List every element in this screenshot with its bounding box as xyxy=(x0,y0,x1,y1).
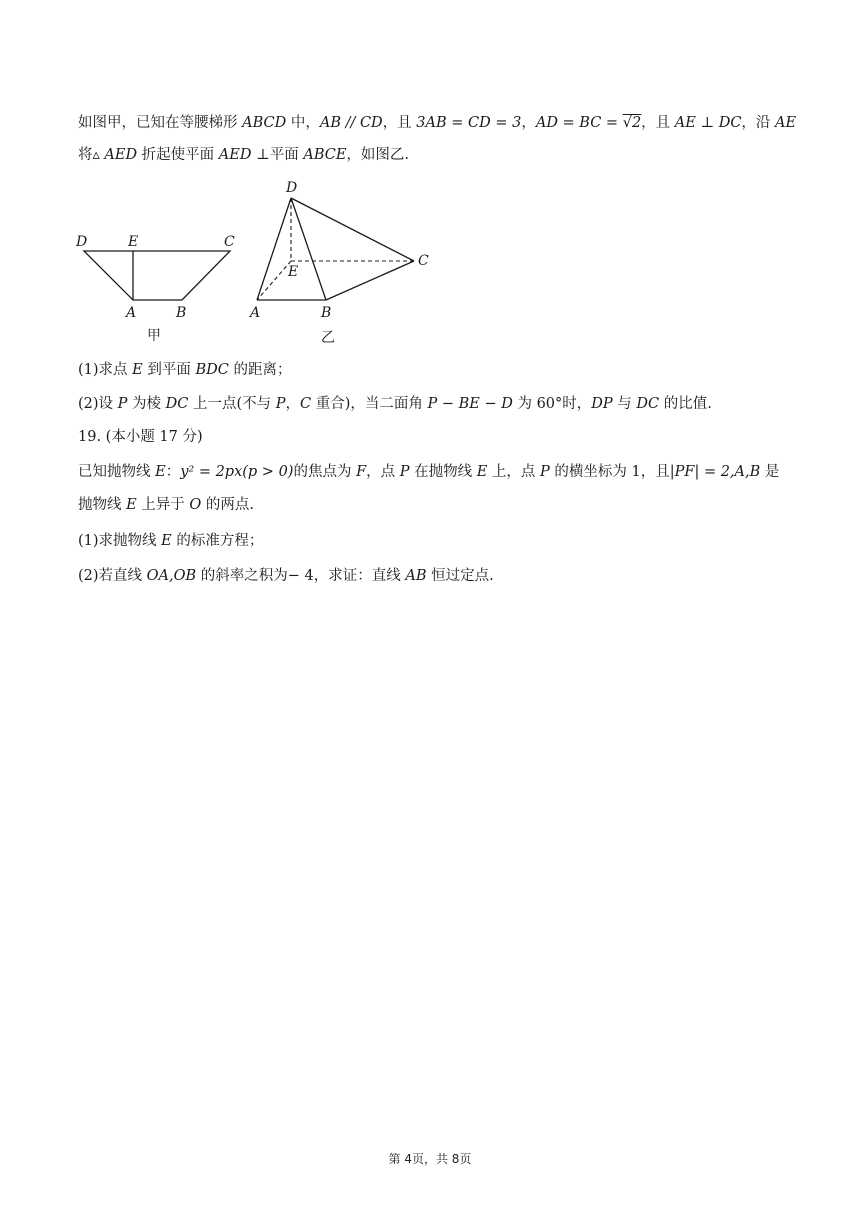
problem18-q2: (2)设 P 为棱 DC 上一点(不与 P，C 重合)，当二面角 P − BE − D 为 60°时，DP 与 DC 的比值. xyxy=(78,396,712,412)
label-c-yi: C xyxy=(418,253,429,269)
problem19-line2: 抛物线 E 上异于 O 的两点. xyxy=(78,497,255,513)
label-a-jia: A xyxy=(126,305,137,321)
page-footer: 第 4页，共 8页 xyxy=(388,1152,472,1166)
label-b-yi: B xyxy=(321,305,332,321)
edge-ea xyxy=(257,261,291,300)
label-c-jia: C xyxy=(224,234,235,250)
label-e-yi: E xyxy=(288,264,299,280)
caption-yi: 乙 xyxy=(321,330,335,346)
edge-bc xyxy=(326,261,414,300)
geometry-figures xyxy=(70,176,450,350)
problem19-header: 19. (本小题 17 分) xyxy=(78,429,203,445)
label-d-yi: D xyxy=(286,180,298,196)
problem19-line1: 已知抛物线 E：y² = 2px(p > 0)的焦点为 F，点 P 在抛物线 E 上，点 P 的横坐标为 1，且|PF| = 2,A,B 是 xyxy=(78,464,780,480)
problem18-line2: 将▵ AED 折起使平面 AED ⊥平面 ABCE，如图乙. xyxy=(78,147,410,163)
trapezoid-abcd xyxy=(84,251,230,300)
label-d-jia: D xyxy=(76,234,88,250)
label-b-jia: B xyxy=(176,305,187,321)
edge-da xyxy=(257,198,291,300)
figure-jia xyxy=(84,251,230,300)
problem18-q1: (1)求点 E 到平面 BDC 的距离； xyxy=(78,362,292,378)
problem19-q2: (2)若直线 OA,OB 的斜率之积为− 4，求证：直线 AB 恒过定点. xyxy=(78,568,494,584)
label-a-yi: A xyxy=(250,305,261,321)
caption-jia: 甲 xyxy=(147,328,161,344)
problem18-line1: 如图甲，已知在等腰梯形 ABCD 中，AB // CD，且 3AB = CD = 3，AD = BC = √2，且 AE ⊥ DC，沿 AE xyxy=(78,115,797,131)
problem19-q1: (1)求抛物线 E 的标准方程； xyxy=(78,533,264,549)
figure-yi xyxy=(257,198,414,300)
label-e-jia: E xyxy=(128,234,139,250)
